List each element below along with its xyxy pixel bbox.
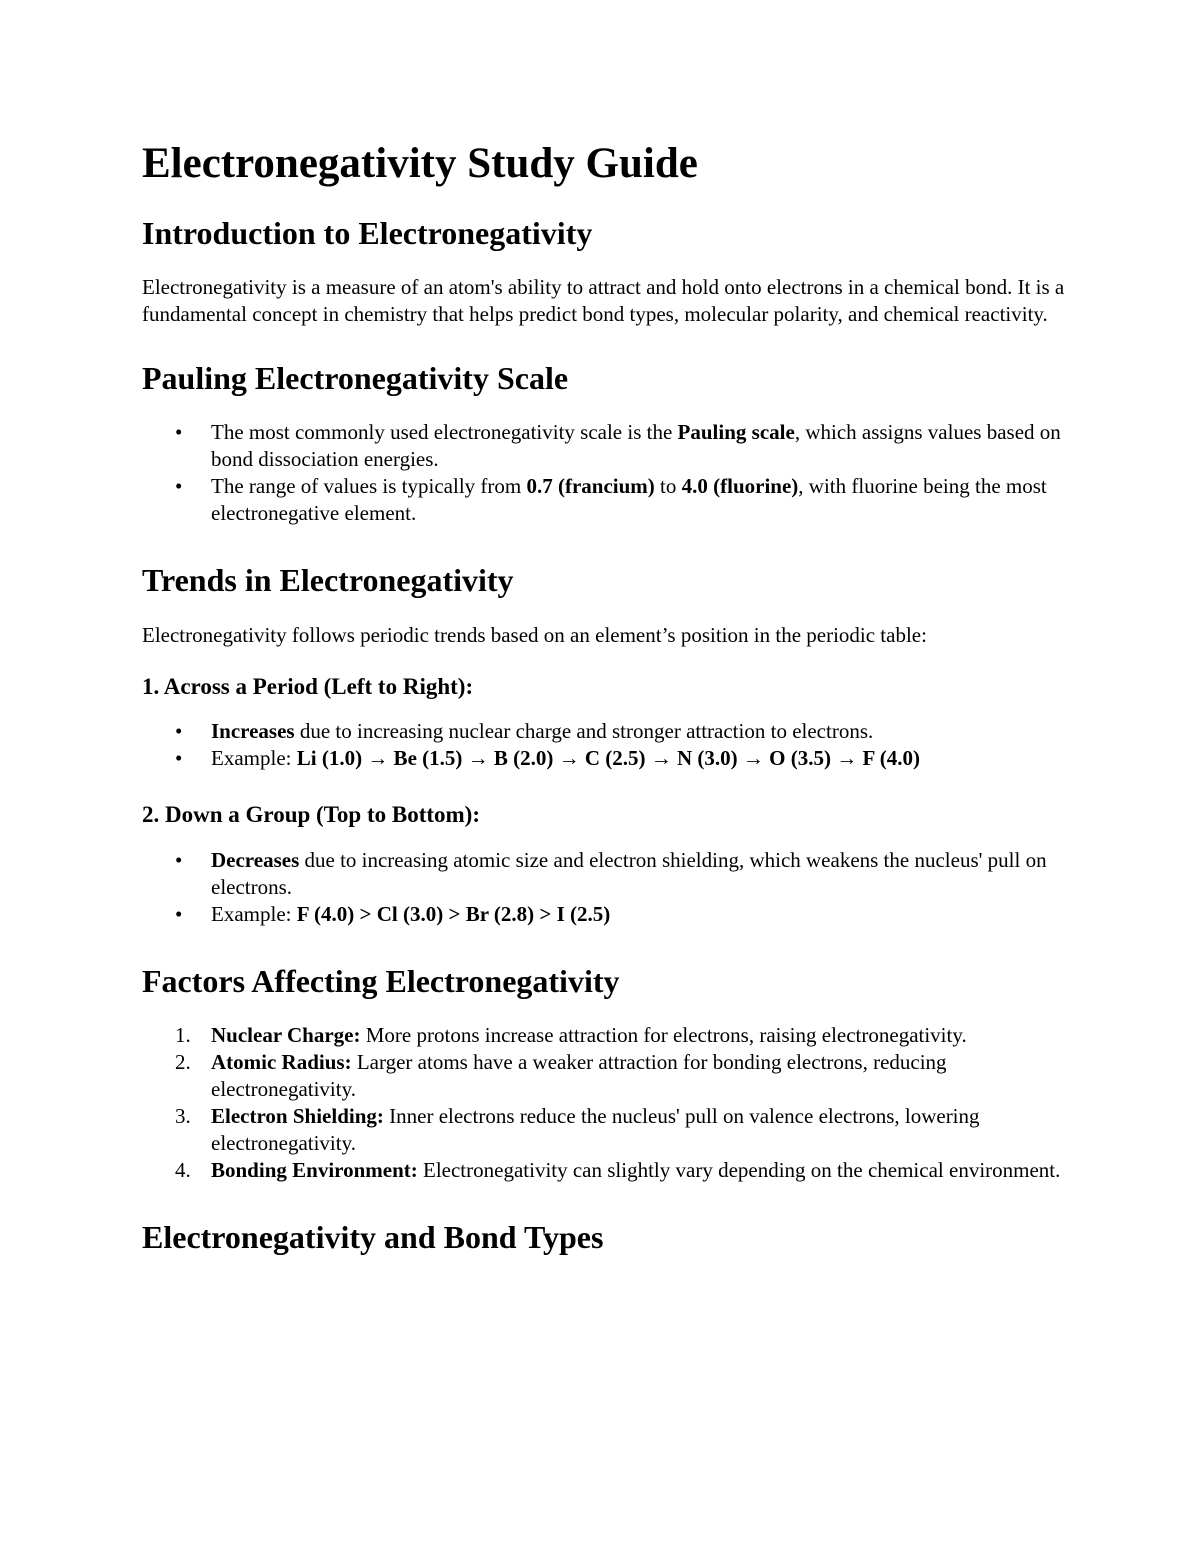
factors-list — [142, 1022, 1072, 1184]
list-item — [175, 1157, 1072, 1184]
list-item — [211, 901, 1072, 928]
list-item-bold: 0.7 (francium) — [526, 474, 655, 499]
list-item-text: Electronegativity can slightly vary depending on the chemical environment. — [417, 1158, 1061, 1183]
list-item-bold: Li (1.0) → Be (1.5) → B (2.0) → C (2.5) → N (3.0) → O (3.5) → F (4.0) — [296, 746, 921, 771]
list-item-text: to — [654, 474, 682, 499]
intro-heading: Introduction to Electronegativity — [142, 214, 593, 251]
trends-heading: Trends in Electronegativity — [142, 562, 514, 599]
group-list — [142, 847, 1072, 928]
pauling-heading: Pauling Electronegativity Scale — [142, 359, 569, 396]
list-item-bold: 4.0 (fluorine) — [681, 474, 799, 499]
period-heading: 1. Across a Period (Left to Right): — [142, 673, 474, 699]
list-item — [175, 1049, 1072, 1103]
document-title: Electronegativity Study Guide — [142, 140, 698, 187]
list-item-bold: Nuclear Charge: — [211, 1023, 361, 1048]
list-item-bold: Electron Shielding: — [211, 1104, 384, 1129]
list-item-bold: Increases — [211, 719, 295, 744]
list-item-bold: Bonding Environment: — [211, 1158, 418, 1183]
list-number: 3. — [175, 1104, 191, 1129]
pauling-list — [142, 419, 1072, 527]
list-item-bold: F (4.0) > Cl (3.0) > Br (2.8) > I (2.5) — [296, 901, 611, 926]
period-list — [142, 718, 1072, 772]
list-item-text: More protons increase attraction for electrons, raising electronegativity. — [360, 1023, 967, 1048]
list-number: 4. — [175, 1158, 191, 1183]
list-item — [175, 1103, 1072, 1157]
list-item-text: due to increasing atomic size and electron shielding, which weakens the nucleus' pull on electrons. — [211, 847, 1047, 899]
list-item-text: The most commonly used electronegativity scale is the — [211, 420, 678, 445]
list-item — [175, 1022, 1072, 1049]
list-item-text: Inner electrons reduce the nucleus' pull on valence electrons, lowering electronegativity. — [211, 1104, 980, 1156]
list-item — [211, 718, 1072, 745]
trends-paragraph: Electronegativity follows periodic trends based on an element’s position in the periodic table: — [142, 622, 927, 647]
factors-heading: Factors Affecting Electronegativity — [142, 962, 620, 999]
bonds-heading: Electronegativity and Bond Types — [142, 1219, 604, 1256]
list-number: 1. — [175, 1023, 191, 1048]
list-item-text: The range of values is typically from — [211, 474, 527, 499]
list-item-bold: Atomic Radius: — [211, 1050, 352, 1075]
list-item — [211, 847, 1072, 901]
list-item-text: , which assigns values based on bond dissociation energies. — [211, 420, 1061, 472]
list-item — [211, 745, 1072, 772]
list-item-text: Larger atoms have a weaker attraction for bonding electrons, reducing electronegativity. — [211, 1050, 947, 1102]
group-heading: 2. Down a Group (Top to Bottom): — [142, 802, 481, 828]
list-item — [211, 419, 1072, 473]
list-item-text: , with fluorine being the most electronegative element. — [211, 474, 1047, 526]
document-page — [142, 138, 1072, 1279]
list-item-text: Example: — [211, 746, 297, 771]
list-item-text: due to increasing nuclear charge and stronger attraction to electrons. — [294, 719, 874, 744]
list-item — [211, 473, 1072, 527]
list-item-text: Example: — [211, 901, 297, 926]
list-item-bold: Pauling scale — [677, 420, 795, 445]
list-item-bold: Decreases — [211, 847, 300, 872]
intro-paragraph: Electronegativity is a measure of an atom's ability to attract and hold onto electrons in a chemical bond. It is a fundamental concept in chemistry that helps predict bond types, molecular polarity, and chemical reactivity. — [142, 274, 1065, 326]
list-number: 2. — [175, 1050, 191, 1075]
